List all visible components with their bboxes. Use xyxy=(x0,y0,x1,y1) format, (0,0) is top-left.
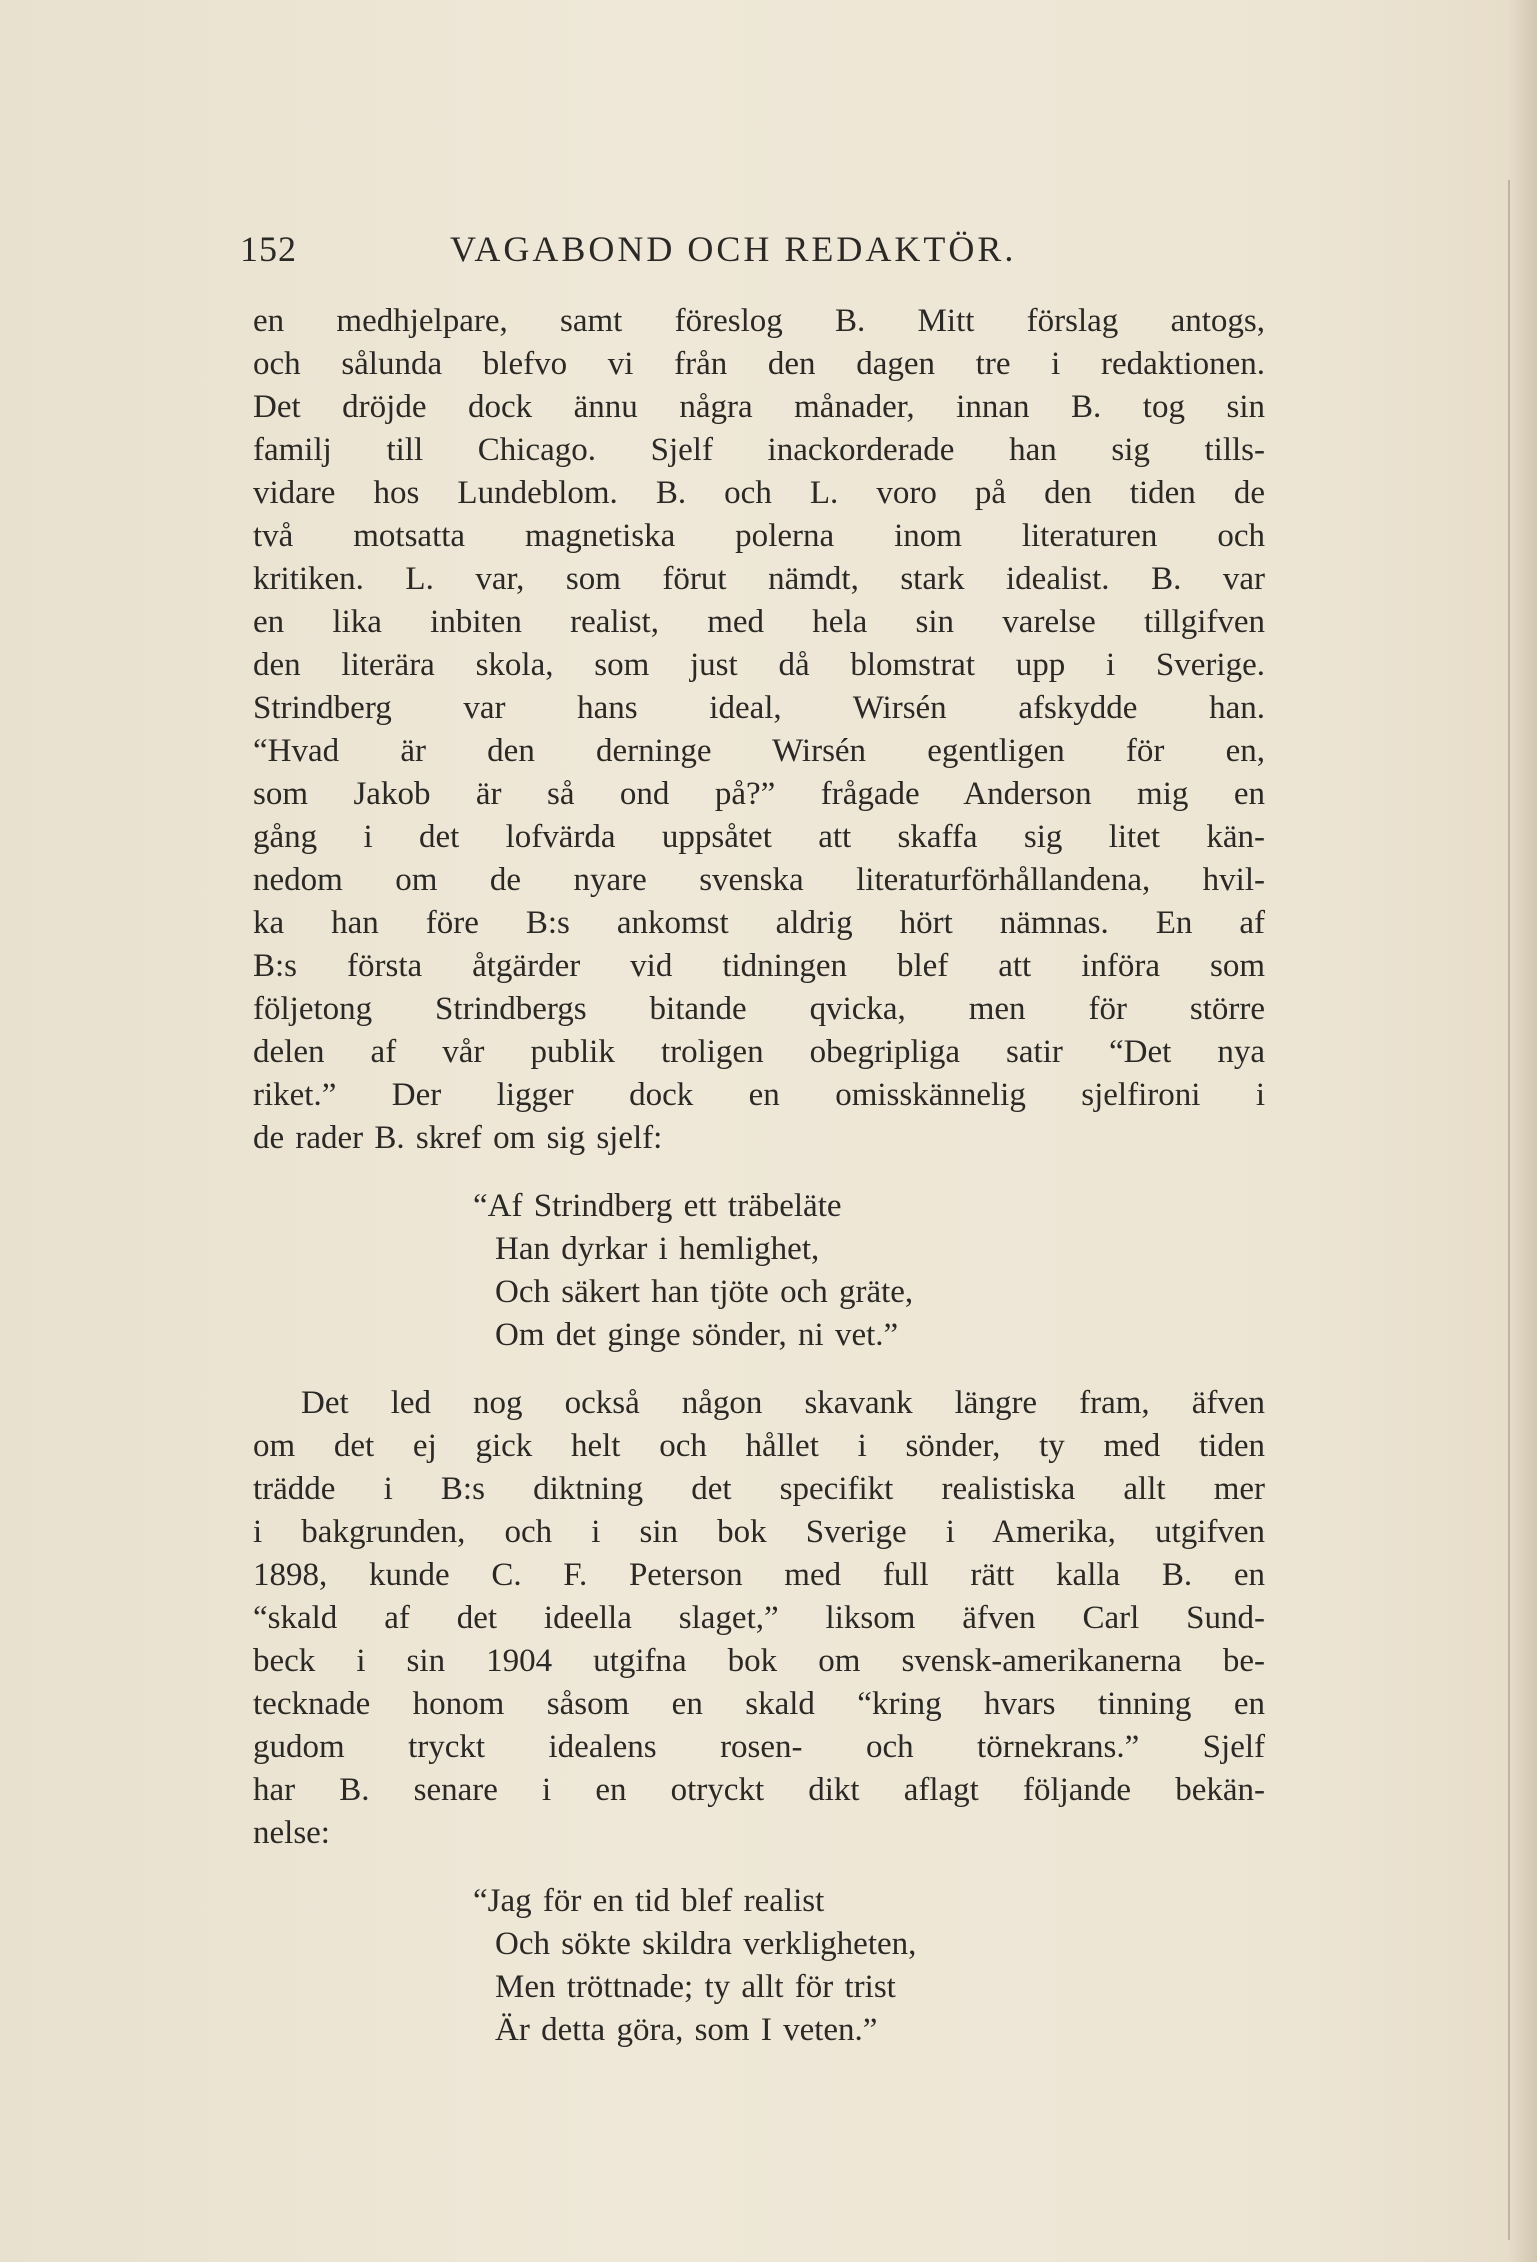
text-line: som Jakob är så ond på?” frågade Anderson mig en xyxy=(253,776,1265,812)
text-line: vidare hos Lundeblom. B. och L. voro på den tiden de xyxy=(253,475,1265,511)
text-line: följetong Strindbergs bitande qvicka, men för större xyxy=(253,991,1265,1027)
text-line: B:s första åtgärder vid tidningen blef att införa som xyxy=(253,948,1265,984)
poem-2 xyxy=(473,1880,1265,2052)
text-line: en medhjelpare, samt föreslog B. Mitt förslag antogs, xyxy=(253,303,1265,339)
poem-line: Och sökte skildra verkligheten, xyxy=(495,1926,917,1962)
text-line: och sålunda blefvo vi från den dagen tre i redaktionen. xyxy=(253,346,1265,382)
page-edge-shadow xyxy=(1507,0,1537,2262)
poem-line: Och säkert han tjöte och gräte, xyxy=(495,1274,914,1310)
text-line: tecknade honom såsom en skald “kring hvars tinning en xyxy=(253,1686,1265,1722)
text-line: har B. senare i en otryckt dikt aflagt följande bekän- xyxy=(253,1772,1265,1808)
text-line: två motsatta magnetiska polerna inom literaturen och xyxy=(253,518,1265,554)
text-line: Det dröjde dock ännu några månader, innan B. tog sin xyxy=(253,389,1265,425)
text-line: Strindberg var hans ideal, Wirsén afskydde han. xyxy=(253,690,1265,726)
poem-line: “Jag för en tid blef realist xyxy=(473,1883,825,1919)
paragraph-2 xyxy=(253,1382,1265,1855)
text-line: 1898, kunde C. F. Peterson med full rätt kalla B. en xyxy=(253,1557,1265,1593)
poem-line: “Af Strindberg ett träbeläte xyxy=(473,1188,842,1224)
text-line: om det ej gick helt och hållet i sönder, ty med tiden xyxy=(253,1428,1265,1464)
poem-line: Är detta göra, som I veten.” xyxy=(495,2012,878,2048)
body-text xyxy=(253,300,1265,2077)
text-line: nedom om de nyare svenska literaturförhållandena, hvil- xyxy=(253,862,1265,898)
text-line: i bakgrunden, och i sin bok Sverige i Amerika, utgifven xyxy=(253,1514,1265,1550)
text-line: gång i det lofvärda uppsåtet att skaffa sig litet kän- xyxy=(253,819,1265,855)
text-line: beck i sin 1904 utgifna bok om svensk-amerikanerna be- xyxy=(253,1643,1265,1679)
text-line: trädde i B:s diktning det specifikt realistiska allt mer xyxy=(253,1471,1265,1507)
paragraph-1 xyxy=(253,300,1265,1160)
text-line: riket.” Der ligger dock en omisskännelig sjelfironi i xyxy=(253,1077,1265,1113)
poem-line: Han dyrkar i hemlighet, xyxy=(495,1231,820,1267)
text-line: Det led nog också någon skavank längre fram, äfven xyxy=(301,1385,1265,1421)
text-line: den literära skola, som just då blomstrat upp i Sverige. xyxy=(253,647,1265,683)
text-line: “Hvad är den derninge Wirsén egentligen för en, xyxy=(253,733,1265,769)
text-line: “skald af det ideella slaget,” liksom äfven Carl Sund- xyxy=(253,1600,1265,1636)
text-line: ka han före B:s ankomst aldrig hört nämnas. En af xyxy=(253,905,1265,941)
running-title: VAGABOND OCH REDAKTÖR. xyxy=(450,229,1017,269)
poem-line: Om det ginge sönder, ni vet.” xyxy=(495,1317,899,1353)
text-line: kritiken. L. var, som förut nämdt, stark idealist. B. var xyxy=(253,561,1265,597)
poem-line: Men tröttnade; ty allt för trist xyxy=(495,1969,896,2005)
text-line: en lika inbiten realist, med hela sin varelse tillgifven xyxy=(253,604,1265,640)
page-number: 152 xyxy=(240,229,297,269)
text-line: de rader B. skref om sig sjelf: xyxy=(253,1120,663,1156)
page-edge-line xyxy=(1508,180,1510,2240)
text-line: familj till Chicago. Sjelf inackorderade han sig tills- xyxy=(253,432,1265,468)
text-line: delen af vår publik troligen obegripliga satir “Det nya xyxy=(253,1034,1265,1070)
poem-1 xyxy=(473,1185,1265,1357)
page-header xyxy=(240,228,1270,278)
text-line: gudom tryckt idealens rosen- och törnekrans.” Sjelf xyxy=(253,1729,1265,1765)
text-line: nelse: xyxy=(253,1815,330,1851)
